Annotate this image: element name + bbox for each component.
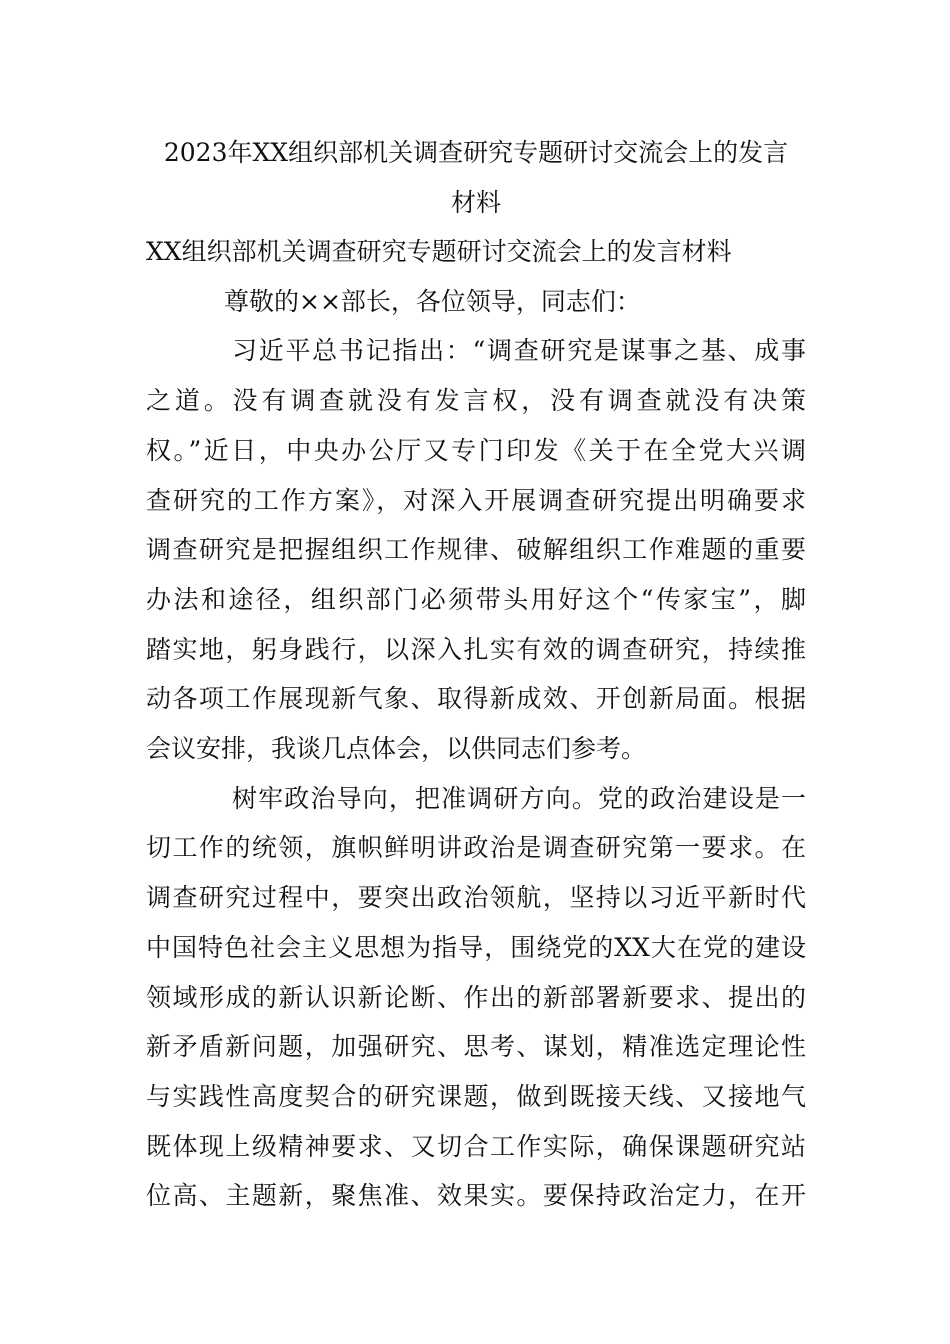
title-line-1: 2023年XX组织部机关调查研究专题研讨交流会上的发言 (163, 138, 789, 167)
paragraph-line: 查研究的工作方案》，对深入开展调查研究提出明确要求 (146, 485, 806, 515)
paragraph-line: 调查研究是把握组织工作规律、破解组织工作难题的重要 (146, 535, 806, 565)
paragraph-line: 习近平总书记指出：“调查研究是谋事之基、成事 (232, 336, 806, 366)
paragraph-line: 办法和途径，组织部门必须带头用好这个“传家宝”，脚 (146, 584, 806, 614)
paragraph-line: 之道。没有调查就没有发言权，没有调查就没有决策 (146, 386, 806, 416)
paragraph-line: 动各项工作展现新气象、取得新成效、开创新局面。根据 (146, 684, 806, 714)
paragraph-1 (146, 326, 806, 773)
paragraph-line: 权。”近日，中央办公厅又专门印发《关于在全党大兴调 (146, 435, 806, 465)
paragraph-line: 会议安排，我谈几点体会，以供同志们参考。 (146, 734, 647, 764)
paragraph-line: 调查研究过程中，要突出政治领航，坚持以习近平新时代 (146, 883, 806, 913)
paragraph-line: 新矛盾新问题，加强研究、思考、谋划，精准选定理论性 (146, 1032, 806, 1062)
document-title (146, 128, 806, 227)
paragraph-line: 与实践性高度契合的研究课题，做到既接天线、又接地气 (146, 1081, 806, 1111)
paragraph-line: 切工作的统领，旗帜鲜明讲政治是调查研究第一要求。在 (146, 833, 806, 863)
paragraph-line: 既体现上级精神要求、又切合工作实际，确保课题研究站 (146, 1131, 806, 1161)
paragraph-line: 树牢政治导向，把准调研方向。党的政治建设是一 (232, 783, 806, 813)
document-body (146, 128, 806, 1221)
document-subtitle: XX组织部机关调查研究专题研讨交流会上的发言材料 (146, 237, 732, 266)
paragraph-line: 踏实地，躬身践行，以深入扎实有效的调查研究，持续推 (146, 634, 806, 664)
title-line-2: 材料 (450, 187, 501, 217)
paragraph-2 (146, 774, 806, 1221)
paragraph-line: 中国特色社会主义思想为指导，围绕党的XX大在党的建设 (146, 932, 806, 962)
paragraph-line: 领域形成的新认识新论断、作出的新部署新要求、提出的 (146, 982, 806, 1012)
paragraph-line: 位高、主题新，聚焦准、效果实。要保持政治定力，在开 (146, 1181, 806, 1211)
salutation: 尊敬的××部长，各位领导，同志们： (224, 286, 641, 316)
